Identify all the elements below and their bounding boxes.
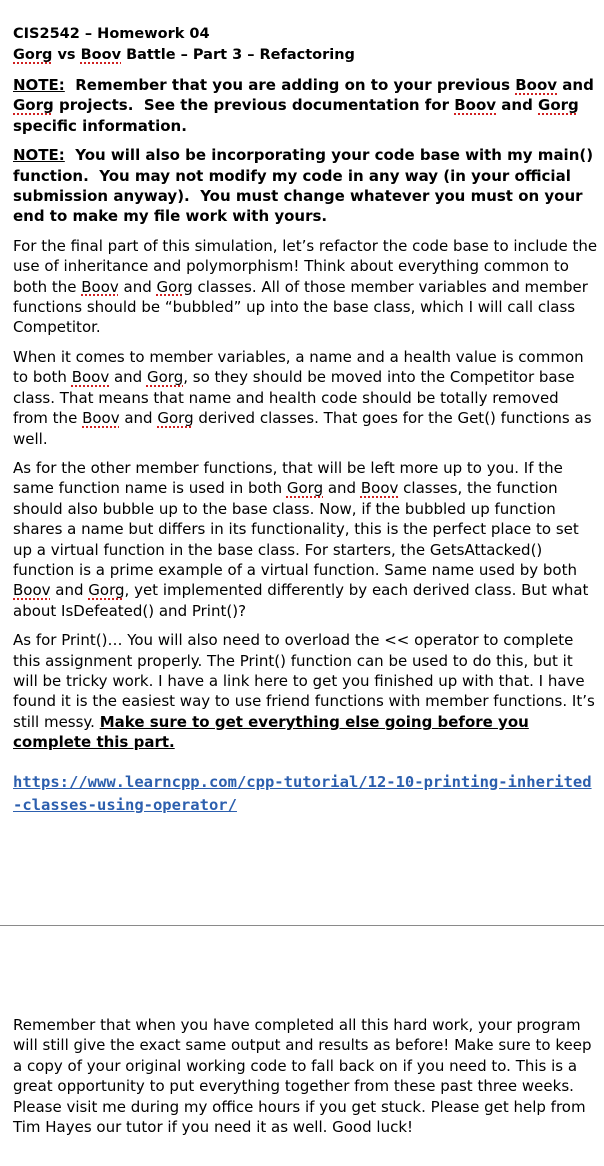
note-text: and	[557, 76, 600, 94]
note-text: and	[496, 96, 539, 115]
word-boov: Boov	[515, 76, 558, 94]
note-label: NOTE:	[13, 146, 65, 165]
paragraph-refactor-intro	[13, 236, 598, 338]
word-boov: Boov	[13, 581, 51, 600]
body-text: and	[119, 409, 158, 428]
word-gorg: Gorg	[88, 581, 125, 600]
note-text: You will also be incorporating your code base with my main() function. You may not modify my code in any way (in your official submission anyway). You must change whatever you must on your end to make my file work with yours.	[13, 146, 599, 226]
course-heading: CIS2542 – Homework 04	[13, 26, 210, 42]
closing-paragraph: Remember that when you have completed all this hard work, your program will still give the exact same output and results as before! Make sure to keep a copy of your original working code to fall back on if you need to. This is a great opportunity to put everything together from these past three weeks. Please visit me during my office hours if you get stuck. Please get help from Tim Hayes our tutor if you need it as well. Good luck!	[13, 1016, 592, 1137]
body-text: and	[50, 581, 89, 600]
note-text: projects. See the previous documentation for	[53, 96, 455, 115]
word-gorg: Gorg	[286, 479, 324, 498]
paragraph-print-operator	[13, 630, 598, 752]
word-boov: Boov	[81, 277, 119, 296]
word-gorg: Gorg	[146, 368, 184, 387]
body-text: As for Print()… You will also need to overload the << operator to complete this assignment properly. The Print() function can be used to do this, but it will be tricky work. I have a link here to get you finished up with that. I have found it is the easiest way to use friend functions with member functions. It’s still messy.	[13, 631, 595, 731]
document-page-1	[13, 24, 598, 817]
word-boov: Boov	[80, 47, 122, 63]
word-boov: Boov	[454, 96, 497, 115]
word-boov: Boov	[360, 479, 399, 498]
body-text: classes, the function should also bubble up to the base class. Now, if the bubbled up function shares a name but differs in its functionality, this is the perfect place to set up a virtual function in the base class. For starters, the GetsAttacked() function is a prime example of a virtual function. Same name used by both	[13, 479, 579, 579]
title-text: vs	[52, 47, 81, 63]
word-gorg: Gorg	[13, 47, 53, 63]
body-text: and	[323, 479, 361, 498]
word-gorg: Gorg	[13, 96, 54, 115]
assignment-title	[13, 45, 598, 66]
body-text: and	[109, 368, 147, 387]
body-text: , so they should be moved into the Competitor base class. That means that name and health code should be totally removed from the	[13, 368, 575, 428]
word-boov: Boov	[82, 409, 120, 428]
paragraph-member-variables	[13, 347, 598, 449]
emphasis-text: Make sure to get everything else going before you complete this part.	[13, 712, 529, 752]
note-label: NOTE:	[13, 76, 65, 94]
word-boov: Boov	[71, 368, 110, 387]
body-text: For the final part of this simulation, let’s refactor the code base to include the use of inheritance and polymorphism! Think about everything common to both the	[13, 236, 598, 296]
body-text: classes. All of those member variables and member functions should be “bubbled” up into the base class, which I will call class Competitor.	[13, 277, 588, 337]
title-text: Battle – Part 3 – Refactoring	[121, 47, 355, 63]
document-page-2	[13, 1015, 598, 1137]
learncpp-link[interactable]: https://www.learncpp.com/cpp-tutorial/12-10-printing-inherited-classes-using-operator/	[13, 772, 592, 814]
note-paragraph-1	[13, 75, 598, 136]
body-text: As for the other member functions, that will be left more up to you. If the same function name is used in both	[13, 458, 563, 498]
note-text: specific information.	[13, 96, 585, 135]
note-paragraph-2	[13, 145, 598, 227]
word-gorg: Gorg	[538, 96, 579, 115]
paragraph-member-functions	[13, 458, 598, 621]
body-text: When it comes to member variables, a name and a health value is common to both	[13, 347, 584, 387]
body-text: and	[118, 277, 157, 296]
note-text: Remember that you are adding on to your previous	[64, 76, 516, 94]
word-gorg: Gorg	[156, 277, 193, 296]
body-text: derived classes. That goes for the Get() functions as well.	[13, 409, 592, 448]
word-gorg: Gorg	[157, 409, 194, 428]
body-text: , yet implemented differently by each derived class. But what about IsDefeated() and Print()?	[13, 581, 589, 620]
page-divider	[0, 925, 604, 926]
